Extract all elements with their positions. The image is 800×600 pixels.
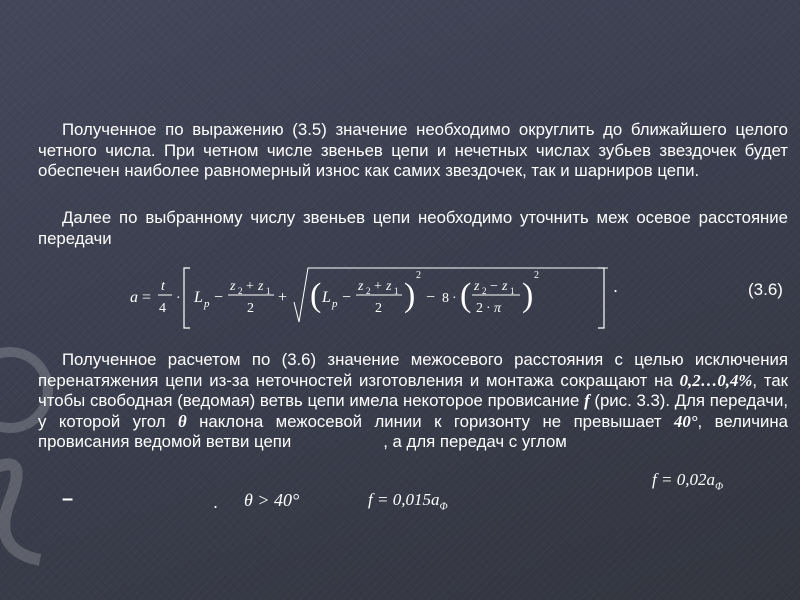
svg-text:2: 2 (375, 301, 382, 316)
svg-text:z: z (386, 279, 392, 294)
svg-text:·: · (176, 291, 181, 306)
svg-text:2: 2 (534, 270, 539, 281)
svg-text:2: 2 (476, 301, 483, 316)
svg-text:2: 2 (366, 286, 371, 296)
paragraph-2-text: Далее по выбранному числу звеньев цепи необходимо уточнить меж осевое расстояние передачи (38, 208, 788, 248)
svg-text:p: p (332, 298, 338, 310)
paragraph-3-text-e: (рис. 3.3). Для передачи, у которой угол (38, 391, 788, 431)
paragraph-3 (38, 350, 788, 453)
formula-3-6 (128, 262, 628, 332)
svg-text:π: π (494, 301, 502, 316)
svg-text:2: 2 (482, 286, 487, 296)
svg-text:−: − (426, 289, 436, 306)
svg-text:1: 1 (510, 286, 515, 296)
paragraph-1 (38, 120, 788, 182)
svg-text:1: 1 (266, 286, 271, 296)
svg-text:8: 8 (442, 291, 449, 306)
sag-symbol: f (584, 391, 590, 410)
theta-condition: θ > 40° (244, 490, 300, 510)
svg-text:t: t (161, 279, 165, 294)
svg-text:): ) (522, 277, 534, 314)
percent-range: 0,2…0,4% (679, 370, 753, 390)
paragraph-3-text-a: Полученное расчетом по (3.6) значение межосевого расстояния с целью исключения перенатяжения цепи из-за неточностей изготовления и монтажа сокращают на (38, 350, 788, 390)
svg-text:2: 2 (247, 301, 254, 316)
svg-text:2: 2 (238, 286, 243, 296)
formula-f-large-angle: $f = 0,015a_Ф$ (368, 490, 448, 513)
svg-text:z: z (502, 279, 508, 294)
svg-text:1: 1 (394, 286, 399, 296)
svg-text:·: · (452, 291, 457, 306)
svg-text:−: − (214, 289, 224, 306)
svg-text:(: ( (310, 277, 322, 314)
theta-symbol: θ (178, 411, 187, 431)
svg-text:p: p (204, 298, 210, 310)
svg-text:a: a (130, 289, 138, 306)
svg-text:2: 2 (416, 270, 421, 281)
svg-text:=: = (142, 289, 152, 306)
svg-text:−: − (490, 279, 498, 294)
svg-text:): ) (404, 277, 416, 314)
paragraph-1-text: Полученное по выражению (3.5) значение необходимо округлить до ближайшего целого четного числа. При четном числе звеньев цепи и нечетных числах зубьев звездочек будет обеспечен наиболее равномерный износ как самих звездочек, так и шарниров цепи. (38, 120, 788, 180)
angle-limit: 40° (674, 411, 698, 431)
formula-number: (3.6) (748, 280, 783, 299)
svg-text:4: 4 (159, 301, 166, 316)
svg-text:z: z (230, 279, 236, 294)
dot-after-dash: . (213, 492, 219, 512)
svg-text:L: L (322, 289, 331, 306)
formula-dot: . (613, 276, 619, 296)
svg-text:+: + (278, 289, 288, 306)
svg-text:z: z (258, 279, 264, 294)
svg-text:(: ( (460, 277, 472, 314)
paragraph-3-text-c: , так чтобы свободная (ведомая) ветвь цепи имела некоторое провисание (38, 370, 788, 410)
svg-text:z: z (474, 279, 480, 294)
svg-text:+: + (246, 279, 254, 294)
paragraph-3-text-j: , а для передач с углом (383, 432, 567, 451)
svg-text:z: z (358, 279, 364, 294)
paragraph-3-text-i: , величина провисания ведомой ветви цепи (38, 411, 789, 451)
formula-f-small-angle: $f = 0,02a_Ф$ (652, 470, 723, 493)
svg-text:L: L (194, 289, 203, 306)
svg-text:−: − (342, 289, 352, 306)
paragraph-2 (38, 208, 788, 249)
paragraph-3-text-g: наклона межосевой линии к горизонту не превышает (186, 411, 675, 431)
svg-text:+: + (374, 279, 382, 294)
dash-bullet: – (62, 488, 74, 510)
svg-text:·: · (486, 301, 491, 316)
